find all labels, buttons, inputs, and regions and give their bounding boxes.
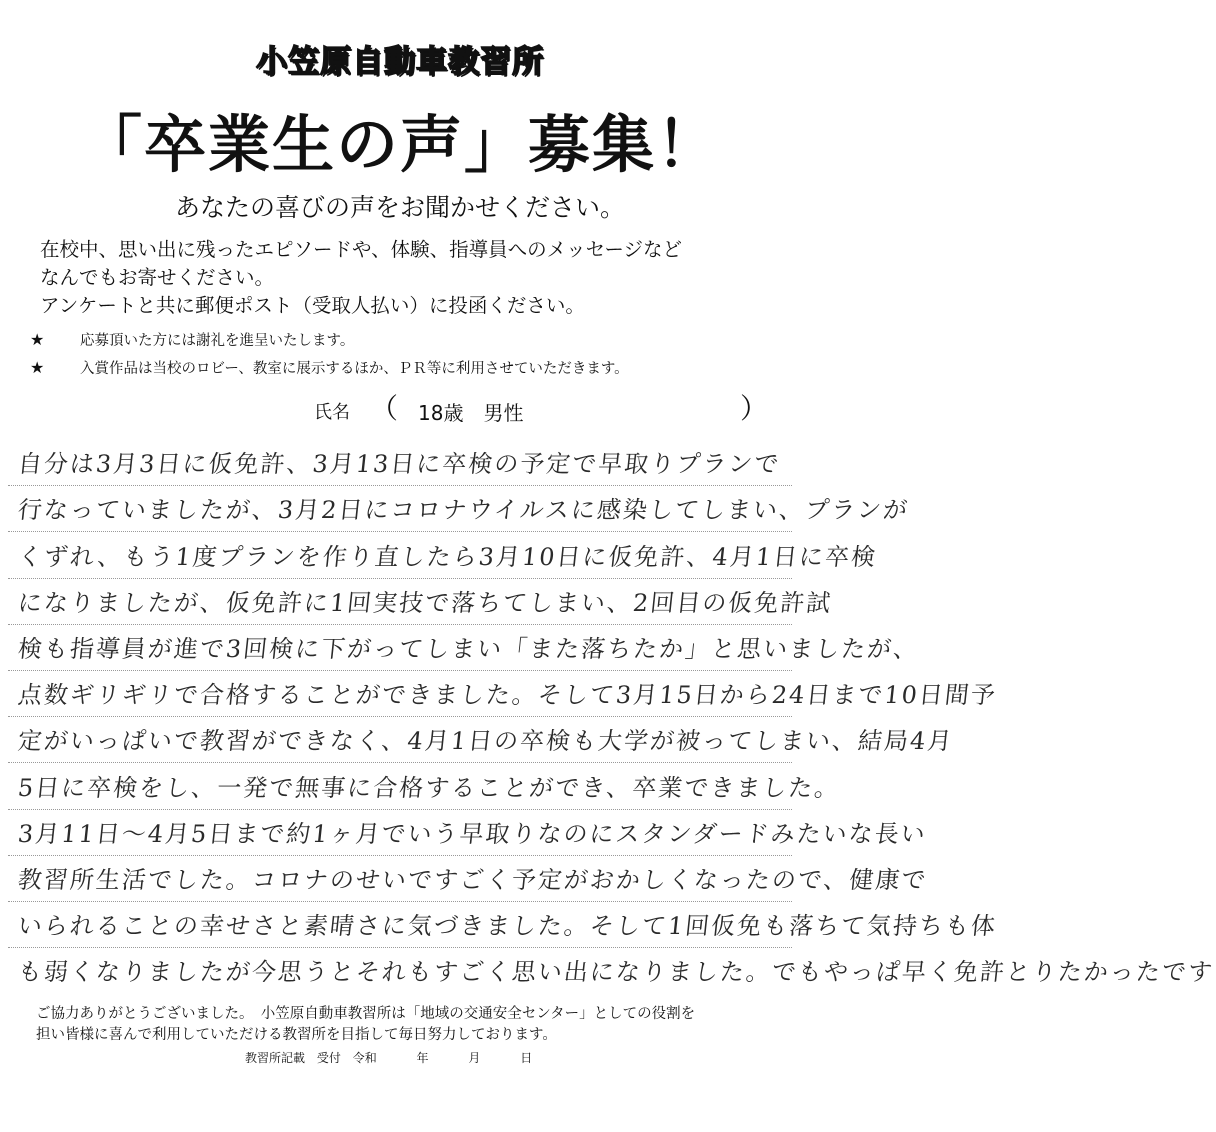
thanks-line: ご協力ありがとうございました。 小笠原自動車教習所は「地域の交通安全センター」としての役割を — [36, 1006, 696, 1022]
handwritten-text: 点数ギリギリで合格することができました。そして3月15日から24日まで10日間予 — [16, 681, 999, 710]
school-name: 小笠原自動車教習所 — [256, 44, 544, 80]
name-paren-open: （ — [370, 392, 399, 425]
headline: 「卒業生の声」募集！ — [79, 108, 720, 181]
intro-text — [40, 236, 780, 320]
note-usage — [30, 358, 770, 379]
name-paren-close: ） — [740, 392, 769, 425]
era-label: 令和 — [352, 1051, 377, 1065]
name-field — [300, 392, 770, 430]
handwritten-text: 5日に卒検をし、一発で無事に合格することができ、卒業できました。 — [16, 773, 842, 802]
handwritten-text: になりましたが、仮免許に1回実技で落ちてしまい、2回目の仮免許試 — [16, 588, 834, 617]
handwritten-text: も弱くなりましたが今思うとそれもすごく思い出になりました。でもやっぱ早く免許とりたかったです — [16, 958, 1216, 987]
month-label: 月 — [468, 1051, 481, 1065]
writing-line — [8, 532, 879, 578]
handwritten-message — [8, 440, 1216, 993]
writing-line — [8, 902, 999, 948]
name-label: 氏名 — [314, 402, 350, 423]
handwritten-text: くずれ、もう1度プランを作り直したら3月10日に仮免許、4月1日に卒検 — [16, 542, 879, 571]
handwritten-text: 定がいっぱいで教習ができなく、4月1日の卒検も大学が被ってしまい、結局4月 — [16, 727, 955, 756]
thanks-text — [36, 1004, 776, 1046]
writing-line — [8, 440, 792, 486]
received-label: 受付 — [316, 1051, 341, 1065]
subtitle: あなたの喜びの声をお聞かせください。 — [174, 193, 625, 222]
writing-line — [8, 763, 842, 809]
note-reward — [30, 330, 770, 351]
writing-line — [8, 856, 930, 902]
writing-line — [8, 625, 921, 671]
name-value: 18歳 男性 — [418, 401, 524, 425]
handwritten-text: いられることの幸せさと素晴さに気づきました。そして1回仮免も落ちて気持ちも体 — [16, 912, 999, 941]
office-use-row — [245, 1050, 540, 1066]
day-label: 日 — [520, 1051, 533, 1065]
office-use-label: 教習所記載 — [245, 1051, 306, 1065]
handwritten-text: 3月11日〜4月5日まで約1ヶ月でいう早取りなのにスタンダードみたいな長い — [16, 819, 929, 848]
star-icon: ★ — [30, 330, 45, 349]
thanks-line: 担い皆様に喜んで利用していただける教習所を目指して毎日努力しております。 — [36, 1027, 557, 1043]
handwritten-text: 行なっていましたが、3月2日にコロナウイルスに感染してしまい、プランが — [16, 496, 911, 525]
intro-line: なんでもお寄せください。 — [40, 266, 275, 289]
intro-line: アンケートと共に郵便ポスト（受取人払い）に投函ください。 — [40, 294, 585, 317]
writing-line — [8, 579, 834, 625]
writing-line — [8, 486, 911, 532]
writing-line — [8, 948, 1216, 993]
year-label: 年 — [416, 1051, 429, 1065]
writing-line — [8, 717, 955, 763]
note-text: 応募頂いた方には謝礼を進呈いたします。 — [80, 333, 355, 349]
star-icon: ★ — [30, 358, 45, 377]
handwritten-text: 検も指導員が進で3回検に下がってしまい「また落ちたか」と思いましたが、 — [16, 634, 921, 663]
note-text: 入賞作品は当校のロビー、教室に展示するほか、ＰＲ等に利用させていただきます。 — [80, 361, 629, 377]
intro-line: 在校中、思い出に残ったエピソードや、体験、指導員へのメッセージなど — [40, 238, 682, 261]
writing-line — [8, 671, 999, 717]
handwritten-text: 教習所生活でした。コロナのせいですごく予定がおかしくなったので、健康で — [16, 865, 930, 894]
writing-line — [8, 810, 929, 856]
handwritten-text: 自分は3月3日に仮免許、3月13日に卒検の予定で早取りプランで — [16, 450, 782, 479]
